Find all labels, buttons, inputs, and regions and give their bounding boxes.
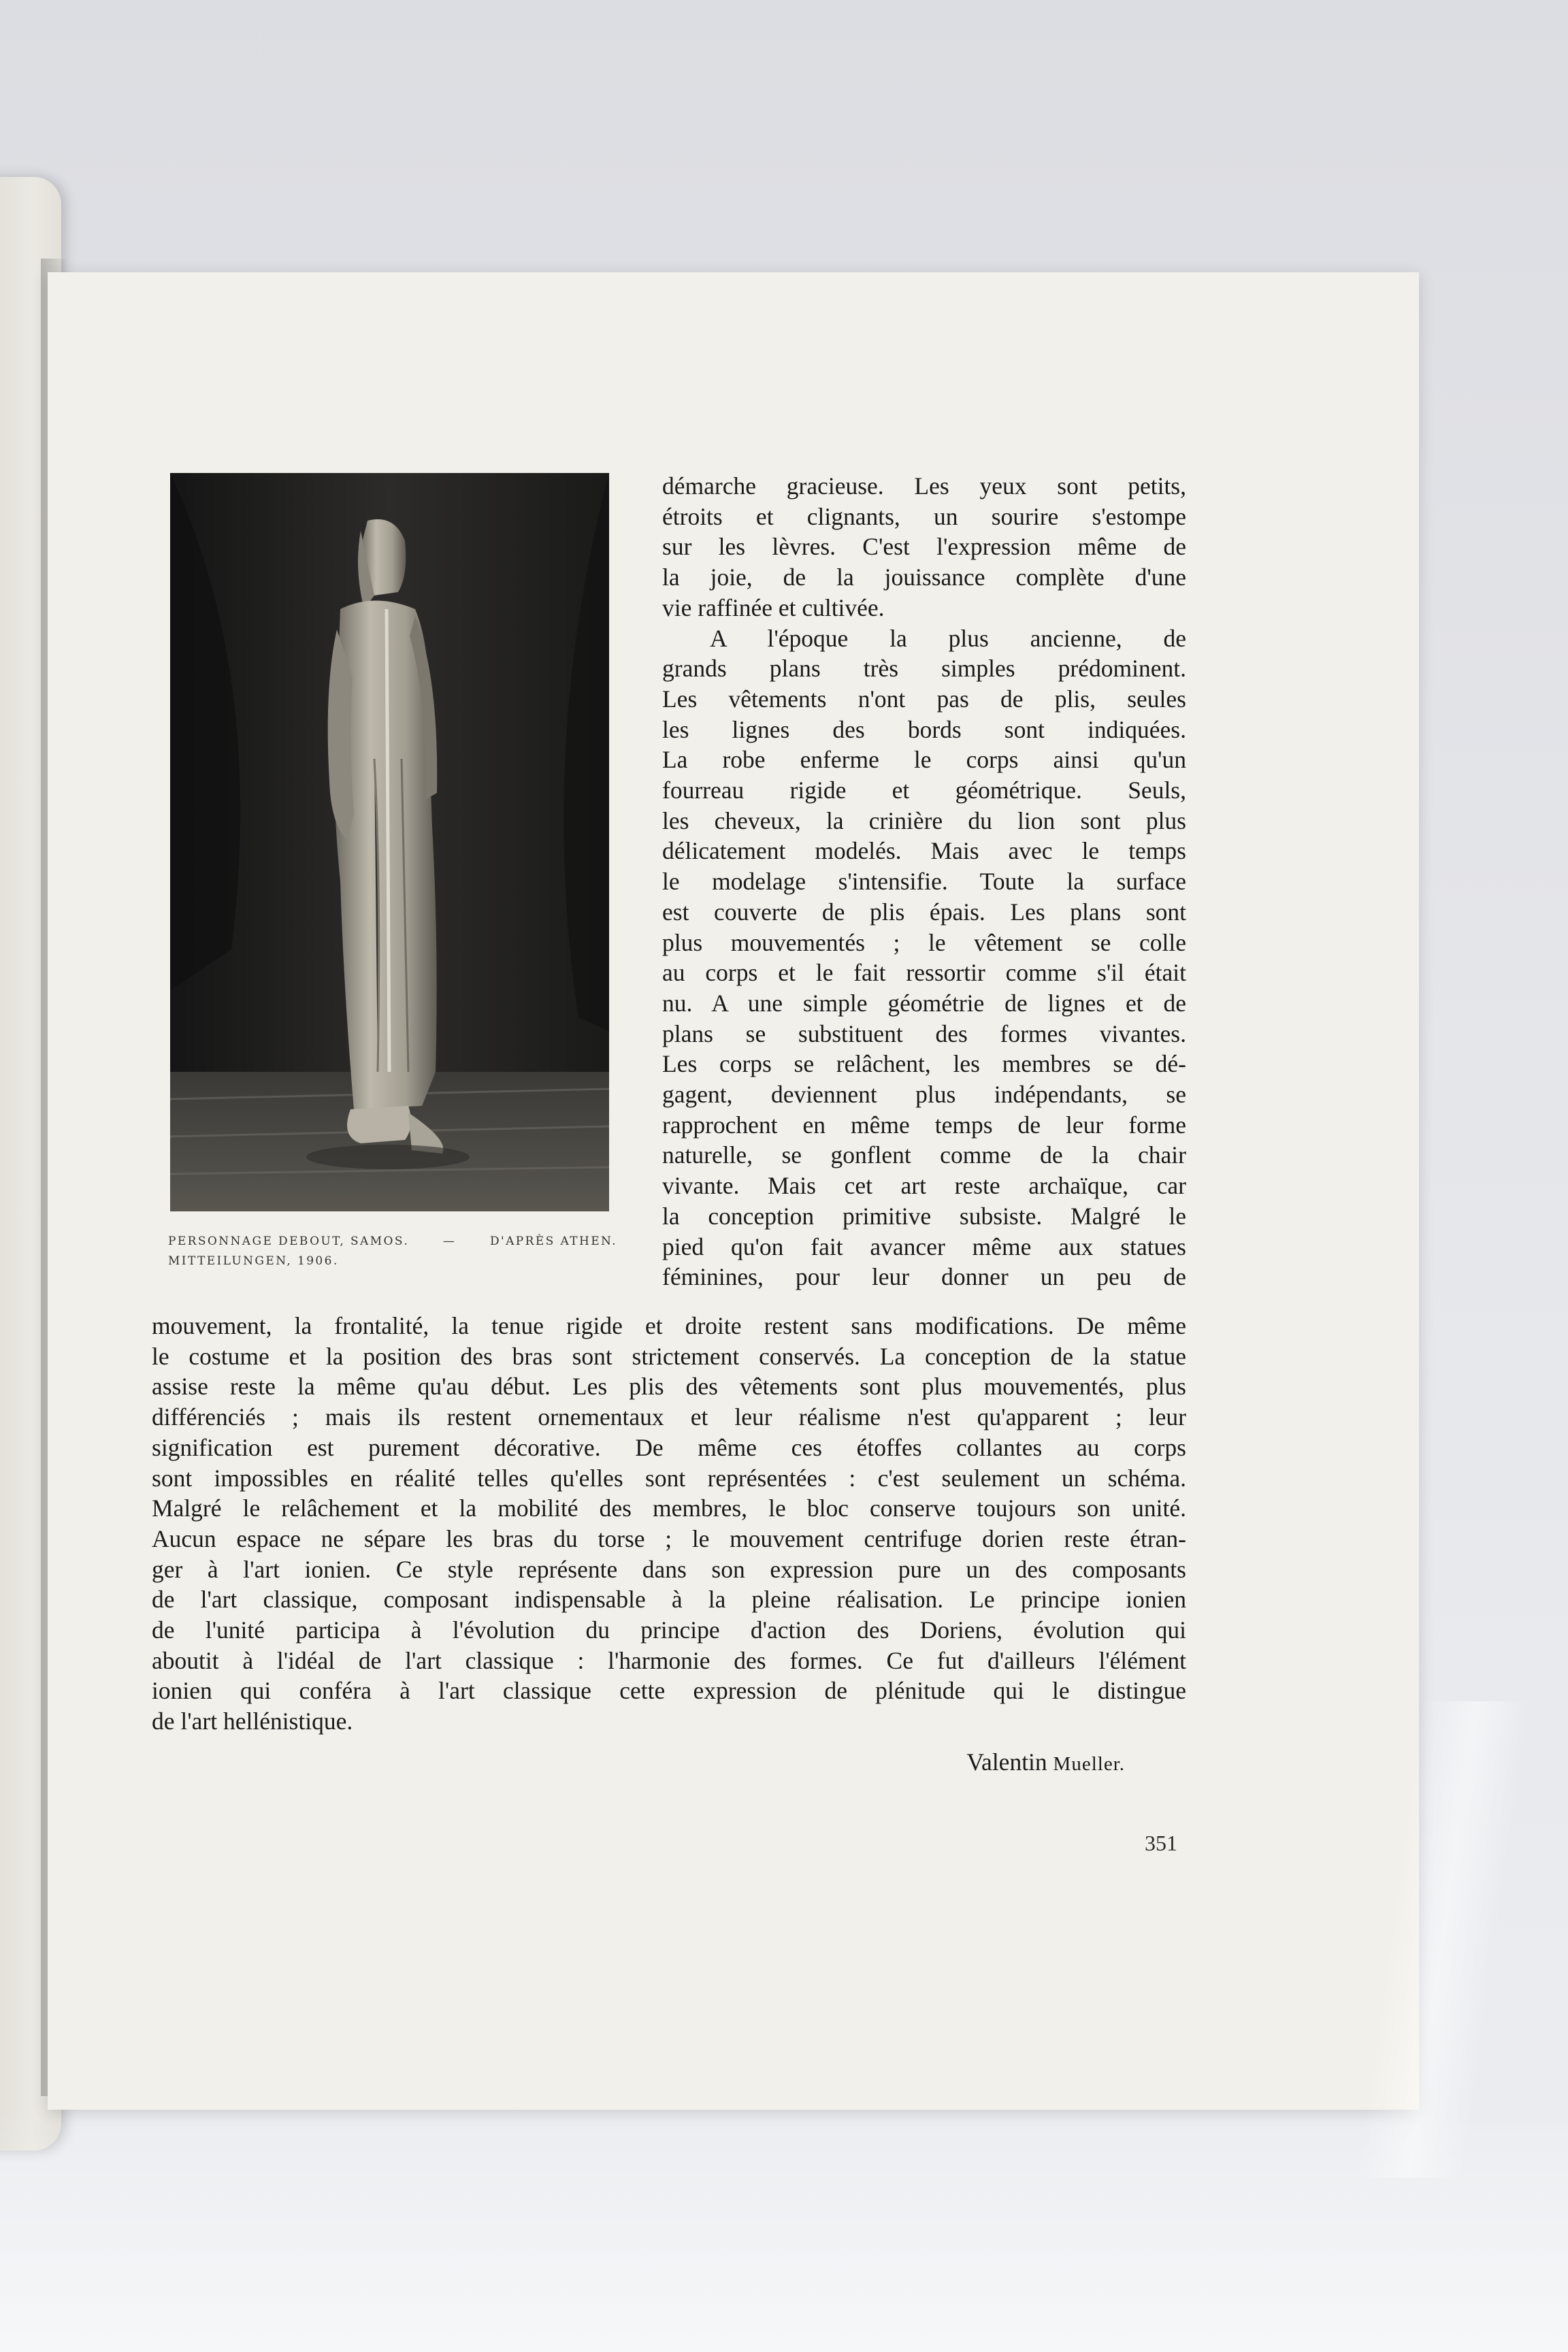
text-line: gagent, deviennent plus indépendants, se [662, 1081, 1186, 1109]
text-line: plus mouvementés ; le vêtement se colle [662, 928, 1186, 956]
text-line: ger à l'art ionien. Ce style représente dans son expression pure un des composants [152, 1555, 1186, 1583]
text-line: de l'art classique, composant indispensable à la pleine réalisation. Le principe ionien [152, 1586, 1186, 1614]
text-line: démarche gracieuse. Les yeux sont petits, [662, 472, 1186, 500]
text-line: naturelle, se gonflent comme de la chair [662, 1141, 1186, 1169]
text-line: Les vêtements n'ont pas de plis, seules [662, 685, 1186, 713]
text-line: la joie, de la jouissance complète d'une [662, 564, 1186, 591]
text-line: rapprochent en même temps de leur forme [662, 1111, 1186, 1139]
author-first-name: Valentin [966, 1748, 1047, 1776]
caption-dash: — [442, 1235, 457, 1248]
surface-reflection [0, 2110, 1568, 2352]
text-line: féminines, pour leur donner un peu de [662, 1263, 1186, 1291]
caption-title: PERSONNAGE DEBOUT, SAMOS. [168, 1235, 410, 1248]
text-line: aboutit à l'idéal de l'art classique : l'harmonie des formes. Ce fut d'ailleurs l'élément [152, 1646, 1186, 1674]
full-width-text [152, 1311, 1186, 1737]
text-line: pied qu'on fait avancer même aux statues [662, 1232, 1186, 1260]
text-line: les lignes des bords sont indiquées. [662, 715, 1186, 743]
text-line: fourreau rigide et géométrique. Seuls, [662, 777, 1186, 804]
text-line: vie raffinée et cultivée. [662, 593, 885, 621]
text-line: différenciés ; mais ils restent ornementaux et leur réalisme n'est qu'apparent ; leur [152, 1403, 1186, 1431]
author-signature [853, 1748, 1125, 1776]
text-line: sur les lèvres. C'est l'expression même de [662, 533, 1186, 561]
text-line: étroits et clignants, un sourire s'estompe [662, 502, 1186, 530]
text-line: ionien qui conféra à l'art classique cette expression de plénitude qui le distingue [152, 1677, 1186, 1705]
text-line: vivante. Mais cet art reste archaïque, car [662, 1172, 1186, 1200]
text-line: signification est purement décorative. De même ces étoffes collantes au corps [152, 1433, 1186, 1461]
caption-source: D'APRÈS ATHEN. [490, 1235, 617, 1248]
text-line: nu. A une simple géométrie de lignes et de [662, 989, 1186, 1017]
text-line: les cheveux, la crinière du lion sont plus [662, 806, 1186, 834]
text-line: Les corps se relâchent, les membres se dé- [662, 1050, 1186, 1078]
caption-source-line2: MITTEILUNGEN, 1906. [168, 1254, 339, 1268]
page-number: 351 [1145, 1831, 1177, 1855]
column-text [662, 471, 1186, 1292]
text-line: La robe enferme le corps ainsi qu'un [662, 746, 1186, 774]
text-line: au corps et le fait ressortir comme s'il était [662, 959, 1186, 987]
text-line: délicatement modelés. Mais avec le temps [662, 837, 1186, 865]
text-line: le costume et la position des bras sont strictement conservés. La conception de la statue [152, 1342, 1186, 1370]
text-line: de l'art hellénistique. [152, 1708, 353, 1735]
text-line: de l'unité participa à l'évolution du principe d'action des Doriens, évolution qui [152, 1616, 1186, 1644]
photo-caption [168, 1232, 617, 1271]
text-line: grands plans très simples prédominent. [662, 655, 1186, 683]
text-line: la conception primitive subsiste. Malgré le [662, 1202, 1186, 1230]
book-page [48, 272, 1419, 2110]
text-line: sont impossibles en réalité telles qu'elles sont représentées : c'est seulement un schéma. [152, 1464, 1186, 1492]
text-line: le modelage s'intensifie. Toute la surface [662, 868, 1186, 896]
author-last-name: Mueller. [1053, 1753, 1125, 1775]
statue-photograph [170, 473, 609, 1211]
text-line: mouvement, la frontalité, la tenue rigide et droite restent sans modifications. De même [152, 1312, 1186, 1339]
text-line: Aucun espace ne sépare les bras du torse ; le mouvement centrifuge dorien reste étran- [152, 1524, 1186, 1552]
statue-figure [170, 473, 609, 1211]
text-line: assise reste la même qu'au début. Les plis des vêtements sont plus mouvementés, plus [152, 1373, 1186, 1401]
text-line: Malgré le relâchement et la mobilité des membres, le bloc conserve toujours son unité. [152, 1494, 1186, 1522]
text-line: A l'époque la plus ancienne, de [710, 624, 1186, 652]
text-line: est couverte de plis épais. Les plans sont [662, 898, 1186, 926]
text-line: plans se substituent des formes vivantes. [662, 1019, 1186, 1047]
